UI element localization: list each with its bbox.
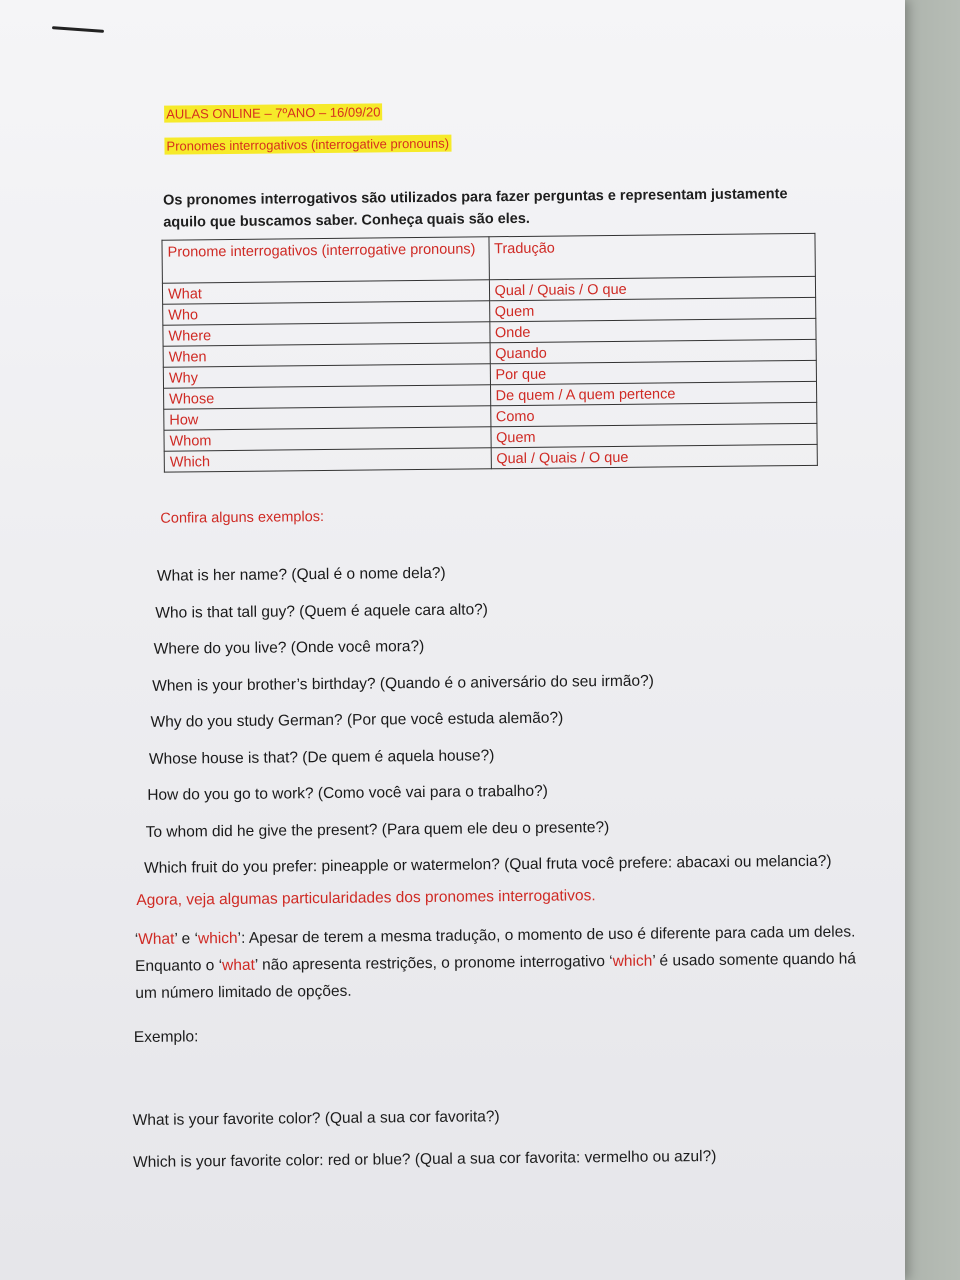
example-sentence: Who is that tall guy? (Quem é aquele cara alto?) [155, 600, 489, 622]
table-header-translation: Tradução [488, 233, 815, 279]
table-cell-translation: Qual / Quais / O que [489, 276, 816, 300]
examples-heading: Confira alguns exemplos: [160, 509, 325, 527]
paragraph-text: ’ não apresenta restrições, o pronome interrogativo ‘ [254, 952, 613, 974]
connector-text: ’ e ‘ [174, 929, 199, 948]
table-cell-pronoun: Why [163, 364, 490, 388]
table-cell-pronoun: Where [163, 322, 490, 346]
example-sentence: How do you go to work? (Como você vai para o trabalho?) [147, 782, 548, 804]
table-cell-translation: Como [490, 402, 817, 426]
example-sentence: Which is your favorite color: red or blue? (Qual a sua cor favorita: vermelho ou azul?) [133, 1147, 717, 1171]
example-sentence: To whom did he give the present? (Para quem ele deu o presente?) [145, 818, 610, 841]
paragraph-text: : Apesar de terem a mesma tradução, o momento de uso é diferente para cada um deles. Enquanto o ‘ [134, 922, 856, 975]
particularities-heading: Agora, veja algumas particularidades dos pronomes interrogativos. [136, 886, 596, 909]
table-cell-translation: Por que [490, 360, 817, 384]
keyword-which: which [612, 952, 653, 970]
particularity-paragraph [135, 918, 871, 1007]
header-date-line: AULAS ONLINE – 7ºANO – 16/09/20 [164, 103, 382, 122]
example-sentence: What is your favorite color? (Qual a sua cor favorita?) [132, 1107, 500, 1129]
table-cell-translation: Qual / Quais / O que [491, 444, 818, 468]
table-cell-pronoun: How [164, 406, 491, 430]
table-cell-translation: Quem [490, 423, 817, 447]
table-cell-translation: Quando [490, 339, 817, 363]
document-content [132, 92, 873, 1190]
table-header-row [162, 233, 815, 283]
final-examples [133, 1099, 874, 1177]
example-sentence: Where do you live? (Onde você mora?) [153, 637, 425, 658]
table-header-pronoun: Pronome interrogativos (interrogative pronouns) [162, 237, 489, 283]
pen-mark [52, 26, 104, 33]
paragraph-text: ’ é usado somente quando há um número limitado de opções. [135, 949, 857, 1002]
keyword-what: What [138, 930, 175, 948]
quote-mark: ’ [237, 929, 242, 947]
example-sentence: Whose house is that? (De quem é aquela house?) [148, 746, 495, 768]
keyword-which: which [197, 929, 238, 947]
table-cell-pronoun: What [162, 280, 489, 304]
example-label: Exemplo: [133, 1027, 199, 1046]
table-cell-translation: De quem / A quem pertence [490, 381, 817, 405]
example-sentence: Which fruit do you prefer: pineapple or watermelon? (Qual fruta você prefere: abacaxi ou melancia?) [143, 852, 832, 877]
table-cell-pronoun: Which [164, 448, 491, 472]
keyword-what: what [222, 956, 255, 974]
example-sentence: Why do you study German? (Por que você estuda alemão?) [150, 709, 564, 731]
examples-list [137, 555, 870, 883]
table-cell-pronoun: Who [163, 301, 490, 325]
pronouns-table [161, 233, 817, 473]
quote-mark: ‘ [134, 930, 139, 948]
table-cell-pronoun: Whose [164, 385, 491, 409]
table-cell-pronoun: Whom [164, 427, 491, 451]
table-cell-translation: Quem [489, 297, 816, 321]
example-sentence: What is her name? (Qual é o nome dela?) [156, 564, 446, 585]
header-topic-line: Pronomes interrogativos (interrogative pronouns) [164, 135, 451, 155]
table-cell-translation: Onde [489, 318, 816, 342]
intro-paragraph: Os pronomes interrogativos são utilizados para fazer perguntas e representam justamente aquilo que buscamos saber. Conheça quais são eles. [162, 186, 788, 231]
example-sentence: When is your brother’s birthday? (Quando é o aniversário do seu irmão?) [152, 672, 654, 695]
table-cell-pronoun: When [163, 343, 490, 367]
